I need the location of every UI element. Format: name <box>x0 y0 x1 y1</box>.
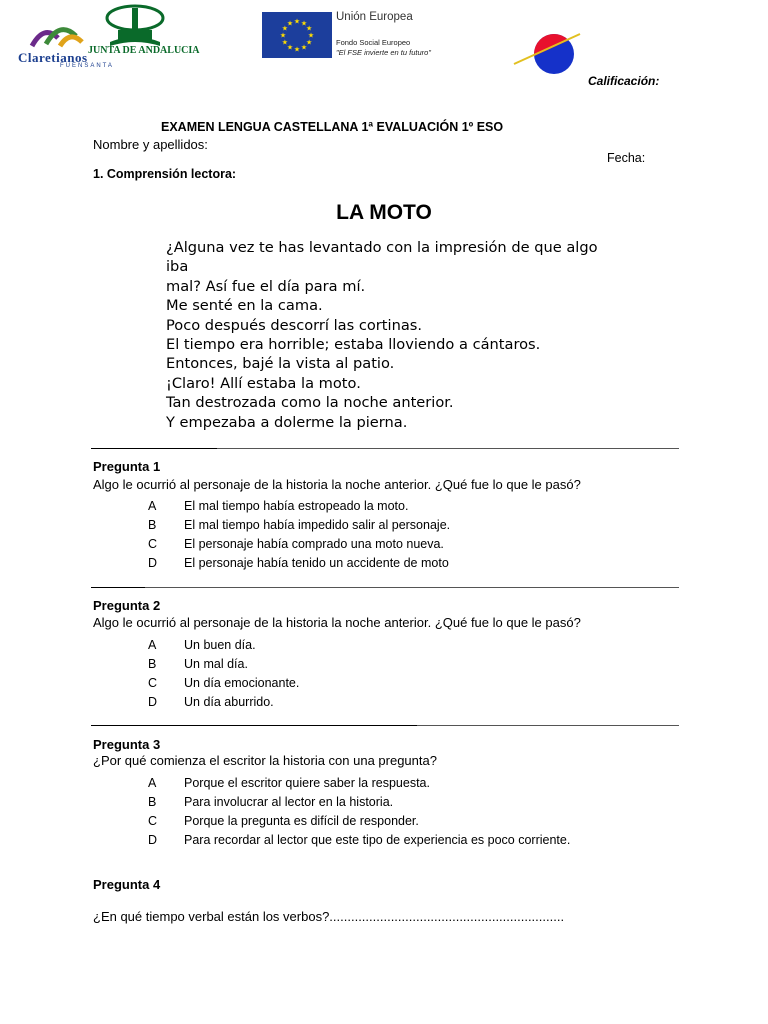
story-title: LA MOTO <box>336 201 432 224</box>
option-text: El mal tiempo había impedido salir al personaje. <box>184 518 451 532</box>
question-3-option-b <box>0 795 768 811</box>
eu-star-icon: ★ <box>305 39 313 47</box>
circle-logo <box>512 28 582 78</box>
eu-star-icon: ★ <box>293 46 301 54</box>
question-2-option-a <box>0 638 768 654</box>
story-line: mal? Así fue el día para mí. <box>166 277 366 295</box>
question-4-title: Pregunta 4 <box>93 877 161 892</box>
story-line: El tiempo era horrible; estaba lloviendo a cántaros. <box>166 336 541 354</box>
option-text: Porque la pregunta es difícil de responder. <box>184 814 419 828</box>
option-text: Porque el escritor quiere saber la respuesta. <box>184 776 430 790</box>
nombre-label: Nombre y apellidos: <box>93 137 208 152</box>
option-letter: C <box>148 676 158 690</box>
eu-star-icon: ★ <box>286 20 294 28</box>
question-3-option-d <box>0 833 768 849</box>
story-line: Poco después descorrí las cortinas. <box>166 316 423 334</box>
option-letter: B <box>148 518 157 532</box>
eu-star-icon: ★ <box>300 44 308 52</box>
eu-motto: "El FSE invierte en tu futuro" <box>336 48 431 57</box>
story-line: Tan destrozada como la noche anterior. <box>166 394 454 412</box>
option-letter: D <box>148 556 158 570</box>
question-3-title: Pregunta 3 <box>93 737 161 752</box>
question-2-option-d <box>0 695 768 711</box>
story-line: Y empezaba a dolerme la pierna. <box>166 413 408 431</box>
option-text: El mal tiempo había estropeado la moto. <box>184 499 409 513</box>
option-text: Un mal día. <box>184 657 248 671</box>
claretianos-logo-text: Claretianos <box>18 50 88 65</box>
question-2-text: Algo le ocurrió al personaje de la historia la noche anterior. ¿Qué fue lo que le pasó? <box>93 615 581 630</box>
option-letter: C <box>148 814 158 828</box>
option-text: El personaje había comprado una moto nueva. <box>184 537 444 551</box>
divider <box>91 587 145 588</box>
fecha-label: Fecha: <box>607 151 646 165</box>
story-line: Entonces, bajé la vista al patio. <box>166 355 395 373</box>
eu-star-icon: ★ <box>281 25 289 33</box>
option-letter: B <box>148 795 157 809</box>
question-4-text: ¿En qué tiempo verbal están los verbos?................................................................. <box>93 909 565 924</box>
option-letter: B <box>148 657 157 671</box>
question-2-option-c <box>0 676 768 692</box>
question-1-title: Pregunta 1 <box>93 459 161 474</box>
option-letter: A <box>148 776 157 790</box>
option-text: Un día aburrido. <box>184 695 274 709</box>
story-line: Me senté en la cama. <box>166 297 323 315</box>
story-text <box>166 238 686 432</box>
exam-title: EXAMEN LENGUA CASTELLANA 1ª EVALUACIÓN 1º ESO <box>161 120 504 134</box>
option-text: Para involucrar al lector en la historia. <box>184 795 394 809</box>
option-text: Para recordar al lector que este tipo de experiencia es poco corriente. <box>184 833 571 847</box>
eu-star-icon: ★ <box>305 25 313 33</box>
question-2-title: Pregunta 2 <box>93 598 161 613</box>
section-heading: 1. Comprensión lectora: <box>93 167 237 181</box>
question-1-option-b <box>0 518 768 534</box>
question-1-option-a <box>0 499 768 515</box>
calificacion-label: Calificación: <box>588 74 660 88</box>
divider <box>91 448 217 449</box>
eu-fund-name: Fondo Social Europeo <box>336 38 411 47</box>
question-1-option-c <box>0 537 768 553</box>
option-text: Un buen día. <box>184 638 256 652</box>
question-3-text: ¿Por qué comienza el escritor la historia con una pregunta? <box>93 753 437 768</box>
option-letter: C <box>148 537 158 551</box>
eu-star-icon: ★ <box>281 39 289 47</box>
story-line: ¡Claro! Allí estaba la moto. <box>166 374 361 392</box>
eu-flag-logo <box>262 12 332 58</box>
question-3-option-a <box>0 776 768 792</box>
eu-star-icon: ★ <box>279 32 287 40</box>
option-text: Un día emocionante. <box>184 676 300 690</box>
eu-stars-icon <box>280 18 314 54</box>
eu-star-icon: ★ <box>307 32 315 40</box>
divider <box>91 725 417 726</box>
question-1-text: Algo le ocurrió al personaje de la historia la noche anterior. ¿Qué fue lo que le pasó? <box>93 477 581 492</box>
question-3-option-c <box>0 814 768 830</box>
option-letter: A <box>148 499 157 513</box>
question-2-option-b <box>0 657 768 673</box>
claretianos-logo-subtext: FUENSANTA <box>60 63 114 69</box>
eu-star-icon: ★ <box>286 44 294 52</box>
junta-andalucia-logo-text: JUNTA DE ANDALUCIA <box>88 45 200 56</box>
question-1-option-d <box>0 556 768 572</box>
story-line: ¿Alguna vez te has levantado con la impresión de que algo <box>166 239 598 256</box>
option-letter: D <box>148 695 158 709</box>
eu-title: Unión Europea <box>336 11 413 23</box>
option-letter: A <box>148 638 157 652</box>
option-letter: D <box>148 833 158 847</box>
eu-star-icon: ★ <box>293 18 301 26</box>
eu-star-icon: ★ <box>300 20 308 28</box>
divider <box>91 587 679 588</box>
option-text: El personaje había tenido un accidente de moto <box>184 556 449 570</box>
story-line: iba <box>166 258 189 276</box>
